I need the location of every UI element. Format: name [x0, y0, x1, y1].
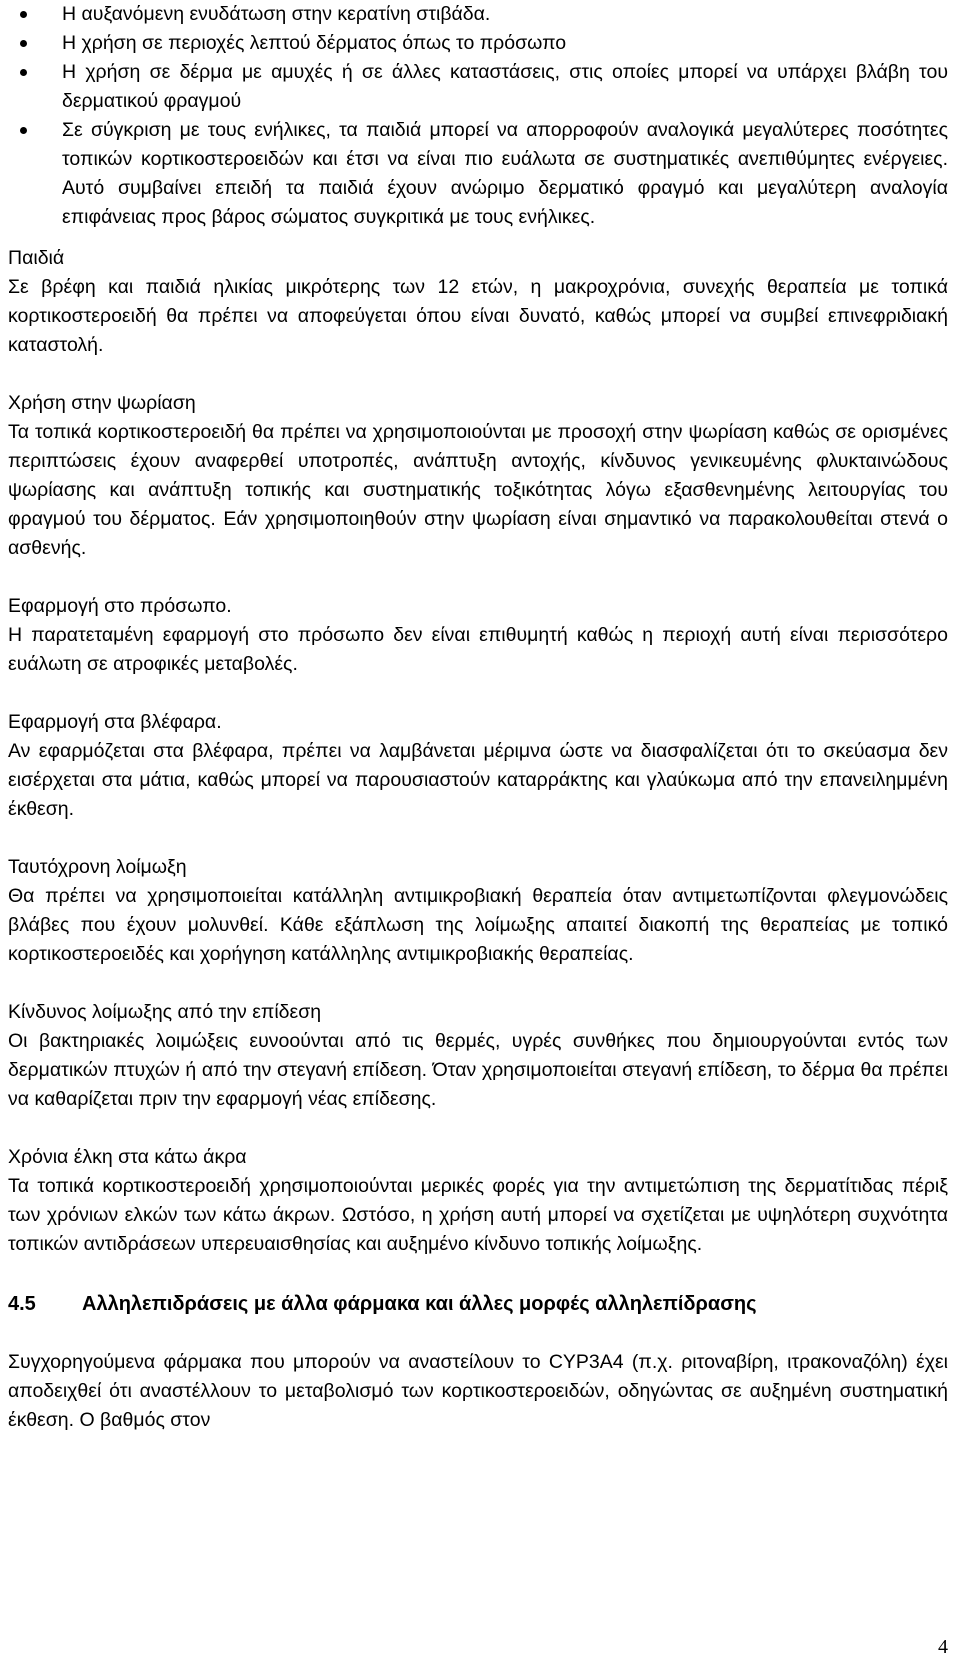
bullet-item: [8, 58, 948, 116]
bullet-item: [8, 0, 948, 29]
section-body: Τα τοπικά κορτικοστεροειδή χρησιμοποιούνται μερικές φορές για την αντιμετώπιση της δερματίτιδας πέριξ των χρόνιων ελκών των κάτω άκρων. Ωστόσο, η χρήση αυτή μπορεί να σχετίζεται με υψηλότερη συχνότητα τοπικών αντιδράσεων υπερευαισθησίας και αυξημένο κίνδυνο τοπικής λοίμωξης.: [8, 1175, 948, 1255]
bullet-dot: [20, 40, 27, 47]
bullet-dot: [20, 127, 27, 134]
section-body: Τα τοπικά κορτικοστεροειδή θα πρέπει να χρησιμοποιούνται με προσοχή στην ψωρίαση καθώς σε ορισμένες περιπτώσεις έχουν αναφερθεί υποτροπές, ανάπτυξη αντοχής, κίνδυνος γενικευμένης φλυκταινώδους ψωρίασης και ανάπτυξη τοπικής και συστηματικής τοξικότητας λόγω εξασθενημένης λειτουργίας του φραγμού του δέρματος. Εάν χρησιμοποιηθούν στην ψωρίαση είναι σημαντικό να παρακολουθείται στενά ο ασθενής.: [8, 421, 948, 559]
bullet-text: Η χρήση σε δέρμα με αμυχές ή σε άλλες καταστάσεις, στις οποίες μπορεί να υπάρχει βλάβη του δερματικού φραγμού: [62, 61, 948, 112]
bullet-item: [8, 29, 948, 58]
section-occlusion-infection-risk: [8, 998, 948, 1114]
document-page: [8, 0, 948, 1435]
interactions-paragraph: Συγχορηγούμενα φάρμακα που μπορούν να αναστείλουν το CYP3A4 (π.χ. ριτοναβίρη, ιτρακοναζόλη) έχει αποδειχθεί ότι αναστέλλουν το μεταβολισμό των κορτικοστεροειδών, οδηγώντας σε αυξημένη συστηματική έκθεση. Ο βαθμός στον: [8, 1351, 948, 1431]
section-psoriasis: [8, 389, 948, 563]
section-body: Αν εφαρμόζεται στα βλέφαρα, πρέπει να λαμβάνεται μέριμνα ώστε να διασφαλίζεται ότι το σκεύασμα δεν εισέρχεται στα μάτια, καθώς μπορεί να παρουσιαστούν καταρράκτης και γλαύκωμα από την επανειλημμένη έκθεση.: [8, 740, 948, 820]
bullet-text: Σε σύγκριση με τους ενήλικες, τα παιδιά μπορεί να απορροφούν αναλογικά μεγαλύτερες ποσότητες τοπικών κορτικοστεροειδών και έτσι να είναι πιο ευάλωτα σε συστηματικές ανεπιθύμητες ενέργειες. Αυτό συμβαίνει επειδή τα παιδιά έχουν ανώριμο δερματικό φραγμό και μεγαλύτερη αναλογία επιφάνειας προς βάρος σώματος συγκριτικά με τους ενήλικες.: [62, 119, 948, 228]
heading-title: Αλληλεπιδράσεις με άλλα φάρμακα και άλλες μορφές αλληλεπίδρασης: [82, 1293, 757, 1315]
bullet-dot: [20, 11, 27, 18]
section-title: Χρόνια έλκη στα κάτω άκρα: [8, 1146, 247, 1168]
section-body: Σε βρέφη και παιδιά ηλικίας μικρότερης των 12 ετών, η μακροχρόνια, συνεχής θεραπεία με τοπικά κορτικοστεροειδή θα πρέπει να αποφεύγεται όπου είναι δυνατό, καθώς μπορεί να συμβεί επινεφριδιακή καταστολή.: [8, 276, 948, 356]
section-heading: [8, 1290, 948, 1319]
bullet-item: [8, 116, 948, 232]
section-title: Ταυτόχρονη λοίμωξη: [8, 856, 187, 878]
bullet-dot: [20, 69, 27, 76]
bullet-list: [8, 0, 948, 232]
bullet-text: Η χρήση σε περιοχές λεπτού δέρματος όπως το πρόσωπο: [62, 32, 567, 54]
section-children: [8, 244, 948, 360]
page-number: 4: [938, 1636, 948, 1658]
section-body: Θα πρέπει να χρησιμοποιείται κατάλληλη αντιμικροβιακή θεραπεία όταν αντιμετωπίζονται φλεγμονώδεις βλάβες που έχουν μολυνθεί. Κάθε εξάπλωση της λοίμωξης απαιτεί διακοπή της θεραπείας με τοπικό κορτικοστεροειδές και χορήγηση κατάλληλης αντιμικροβιακής θεραπείας.: [8, 885, 948, 965]
section-title: Χρήση στην ψωρίαση: [8, 392, 196, 414]
section-title: Κίνδυνος λοίμωξης από την επίδεση: [8, 1001, 322, 1023]
section-eyelid-application: [8, 708, 948, 824]
section-title: Παιδιά: [8, 247, 65, 269]
section-title: Εφαρμογή στο πρόσωπο.: [8, 595, 232, 617]
section-body: Η παρατεταμένη εφαρμογή στο πρόσωπο δεν είναι επιθυμητή καθώς η περιοχή αυτή είναι περισσότερο ευάλωτη σε ατροφικές μεταβολές.: [8, 624, 948, 675]
section-title: Εφαρμογή στα βλέφαρα.: [8, 711, 222, 733]
section-body: Οι βακτηριακές λοιμώξεις ευνοούνται από τις θερμές, υγρές συνθήκες που δημιουργούνται εντός των δερματικών πτυχών ή από την στεγανή επίδεση. Όταν χρησιμοποιείται στεγανή επίδεση, το δέρμα θα πρέπει να καθαρίζεται πριν την εφαρμογή νέας επίδεσης.: [8, 1030, 948, 1110]
heading-number: 4.5: [8, 1293, 36, 1315]
bullet-text: Η αυξανόμενη ενυδάτωση στην κερατίνη στιβάδα.: [62, 3, 491, 25]
section-concurrent-infection: [8, 853, 948, 969]
section-leg-ulcers: [8, 1143, 948, 1259]
section-face-application: [8, 592, 948, 679]
